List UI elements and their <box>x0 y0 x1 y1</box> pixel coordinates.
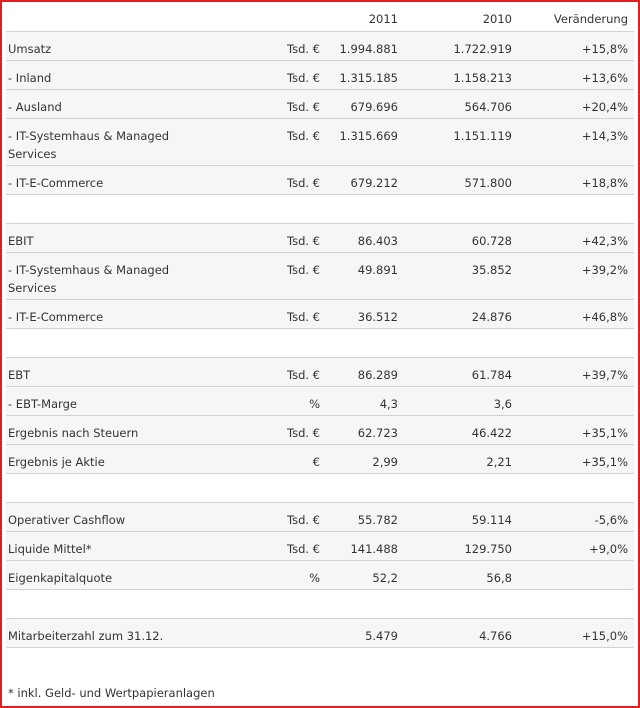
table-row <box>6 253 634 300</box>
row-change: +13,6% <box>581 71 628 85</box>
row-value-2010: 61.784 <box>471 368 512 382</box>
row-value-2010: 1.158.213 <box>453 71 512 85</box>
row-unit: Tsd. € <box>286 234 320 248</box>
row-value-2010: 2,21 <box>486 455 512 469</box>
row-unit: Tsd. € <box>286 310 320 324</box>
table-row <box>6 619 634 648</box>
row-label: EBT <box>8 368 31 382</box>
row-label: Operativer Cashflow <box>8 513 126 527</box>
row-value-2011: 679.212 <box>350 176 398 190</box>
row-label: Ergebnis je Aktie <box>8 455 105 469</box>
row-change: -5,6% <box>594 513 628 527</box>
row-value-2010: 46.422 <box>471 426 512 440</box>
row-value-2011: 5.479 <box>365 629 398 643</box>
row-value-2011: 1.315.669 <box>339 129 398 143</box>
table-row <box>6 119 634 166</box>
row-label: - EBT-Marge <box>8 397 77 411</box>
table-row <box>6 445 634 474</box>
row-label: Ergebnis nach Steuern <box>8 426 139 440</box>
row-value-2011: 1.315.185 <box>339 71 398 85</box>
row-value-2011: 55.782 <box>357 513 398 527</box>
row-unit: % <box>309 397 320 411</box>
table-row <box>6 32 634 61</box>
row-change: +35,1% <box>581 455 628 469</box>
row-label: EBIT <box>8 234 34 248</box>
row-unit: Tsd. € <box>286 71 320 85</box>
row-value-2010: 56,8 <box>486 571 512 585</box>
row-unit: Tsd. € <box>286 368 320 382</box>
row-value-2010: 571.800 <box>464 176 512 190</box>
row-change: +39,7% <box>581 368 628 382</box>
table-row <box>6 387 634 416</box>
table-row <box>6 416 634 445</box>
row-unit: % <box>309 571 320 585</box>
spacer-row <box>6 329 634 358</box>
row-value-2010: 1.722.919 <box>453 42 512 56</box>
table-header <box>6 4 634 32</box>
table-row <box>6 300 634 329</box>
row-unit: Tsd. € <box>286 129 320 143</box>
row-label: Liquide Mittel* <box>8 542 92 556</box>
row-change: +15,8% <box>581 42 628 56</box>
table-row <box>6 503 634 532</box>
row-unit: Tsd. € <box>286 176 320 190</box>
table-row <box>6 61 634 90</box>
row-change: +18,8% <box>581 176 628 190</box>
row-value-2011: 679.696 <box>350 100 398 114</box>
row-value-2011: 62.723 <box>357 426 398 440</box>
row-change: +9,0% <box>589 542 628 556</box>
table-row <box>6 90 634 119</box>
header-2010: 2010 <box>482 12 512 26</box>
row-change: +20,4% <box>581 100 628 114</box>
row-value-2011: 52,2 <box>372 571 398 585</box>
row-label: Eigenkapitalquote <box>8 571 113 585</box>
row-unit: € <box>312 455 320 469</box>
row-unit: Tsd. € <box>286 100 320 114</box>
table-row <box>6 358 634 387</box>
row-value-2011: 36.512 <box>357 310 398 324</box>
row-value-2010: 3,6 <box>493 397 512 411</box>
row-value-2010: 564.706 <box>464 100 512 114</box>
header-2011: 2011 <box>368 12 398 26</box>
row-change: +15,0% <box>581 629 628 643</box>
row-label: - Inland <box>8 71 52 85</box>
key-figures-table <box>6 4 634 648</box>
row-change: +39,2% <box>581 263 628 277</box>
row-unit: Tsd. € <box>286 426 320 440</box>
row-value-2010: 60.728 <box>471 234 512 248</box>
row-value-2010: 4.766 <box>479 629 512 643</box>
row-value-2010: 1.151.119 <box>453 129 512 143</box>
spacer-row <box>6 474 634 503</box>
row-value-2011: 86.289 <box>357 368 398 382</box>
row-value-2011: 49.891 <box>357 263 398 277</box>
row-value-2010: 129.750 <box>464 542 512 556</box>
table-row <box>6 224 634 253</box>
table-row <box>6 166 634 195</box>
row-label: Umsatz <box>8 42 52 56</box>
footnote: * inkl. Geld- und Wertpapieranlagen <box>8 686 215 700</box>
row-label: - IT-E-Commerce <box>8 176 104 190</box>
row-label: - IT-Systemhaus & Managed Services <box>8 129 170 161</box>
row-label: - IT-Systemhaus & Managed Services <box>8 263 170 295</box>
row-unit: Tsd. € <box>286 263 320 277</box>
row-label: Mitarbeiterzahl zum 31.12. <box>8 629 164 643</box>
spacer-row <box>6 195 634 224</box>
row-value-2010: 59.114 <box>471 513 512 527</box>
row-label: - IT-E-Commerce <box>8 310 104 324</box>
row-change: +14,3% <box>581 129 628 143</box>
row-change: +46,8% <box>581 310 628 324</box>
row-change: +42,3% <box>581 234 628 248</box>
header-change: Veränderung <box>553 12 628 26</box>
row-unit: Tsd. € <box>286 513 320 527</box>
row-value-2011: 4,3 <box>379 397 398 411</box>
row-label: - Ausland <box>8 100 62 114</box>
row-value-2010: 35.852 <box>471 263 512 277</box>
row-value-2011: 2,99 <box>372 455 398 469</box>
spacer-row <box>6 590 634 619</box>
row-unit: Tsd. € <box>286 542 320 556</box>
row-unit: Tsd. € <box>286 42 320 56</box>
row-value-2010: 24.876 <box>471 310 512 324</box>
row-value-2011: 1.994.881 <box>339 42 398 56</box>
row-change: +35,1% <box>581 426 628 440</box>
table-row <box>6 561 634 590</box>
table-row <box>6 532 634 561</box>
row-value-2011: 86.403 <box>357 234 398 248</box>
row-value-2011: 141.488 <box>350 542 398 556</box>
